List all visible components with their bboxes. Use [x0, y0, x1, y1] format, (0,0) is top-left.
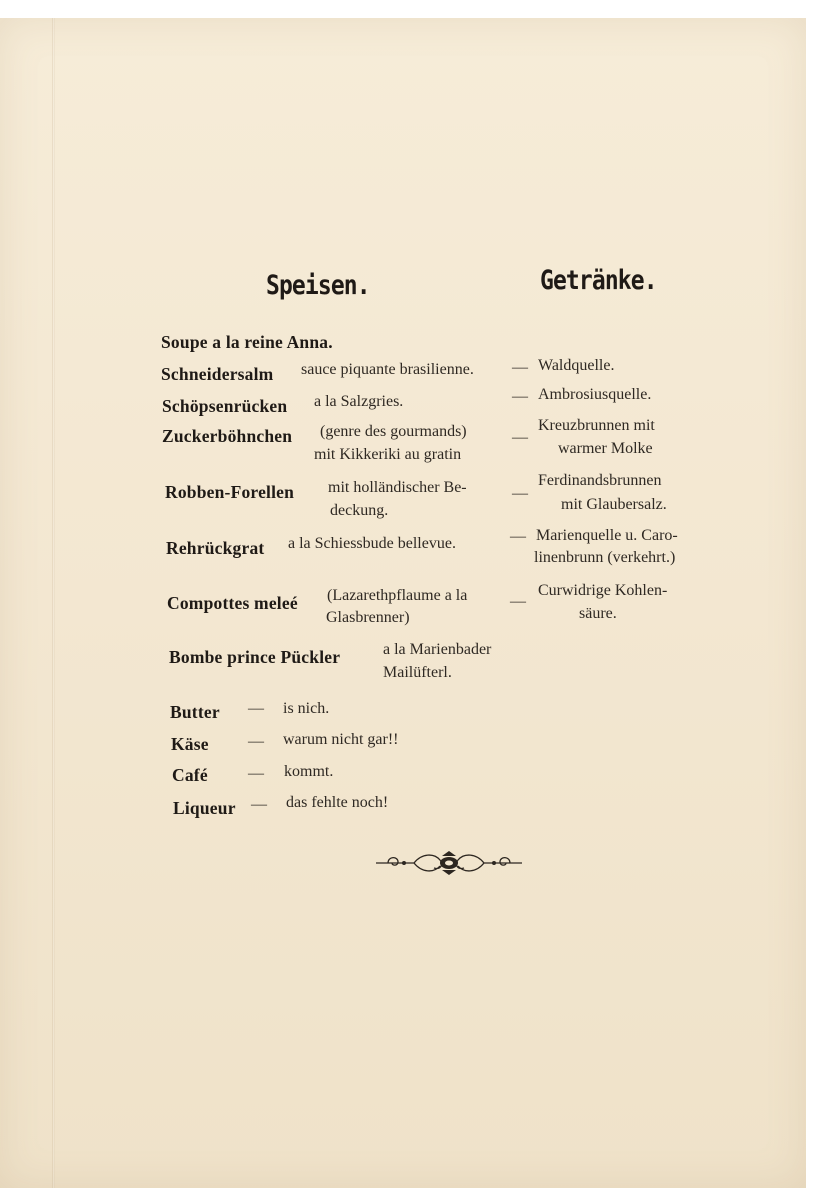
drink-item: Curwidrige Kohlen-	[538, 582, 668, 599]
extra-value: warum nicht gar!!	[283, 731, 399, 748]
dash-separator: —	[512, 485, 528, 502]
extra-value: is nich.	[283, 700, 330, 717]
drink-item-cont: mit Glaubersalz.	[561, 496, 667, 513]
dash-separator: —	[510, 593, 526, 610]
dish-name: Rehrückgrat	[166, 538, 265, 558]
extra-name: Butter	[170, 702, 220, 722]
extra-name: Liqueur	[173, 798, 236, 818]
dish-name: Robben-Forellen	[165, 482, 295, 502]
dish-description-cont: deckung.	[330, 502, 389, 519]
dash-separator: —	[512, 429, 528, 446]
dish-description-cont: Glasbrenner)	[326, 609, 410, 626]
dish-name: Compottes meleé	[167, 593, 298, 613]
dash-separator: —	[251, 796, 267, 813]
dash-separator: —	[510, 528, 526, 545]
extra-value: das fehlte noch!	[286, 794, 389, 811]
extra-value: kommt.	[284, 763, 334, 780]
drinks-header: Getränke.	[540, 265, 657, 296]
extra-name: Café	[172, 765, 208, 785]
drink-item: Marienquelle u. Caro-	[536, 527, 678, 544]
dash-separator: —	[248, 733, 264, 750]
dish-description-cont: Mailüfterl.	[383, 664, 452, 681]
dish-name: Bombe prince Pückler	[169, 647, 341, 667]
drink-item: Kreuzbrunnen mit	[538, 417, 655, 434]
dish-name: Soupe a la reine Anna.	[161, 332, 333, 352]
drink-item-cont: säure.	[579, 605, 617, 622]
dish-description: a la Marienbader	[383, 641, 492, 658]
drink-item-cont: warmer Molke	[558, 440, 653, 457]
dish-description: a la Schiessbude bellevue.	[288, 535, 456, 552]
food-header: Speisen.	[266, 270, 370, 301]
extra-name: Käse	[171, 734, 209, 754]
drink-item-cont: linenbrunn (verkehrt.)	[534, 549, 676, 566]
dash-separator: —	[248, 765, 264, 782]
dash-separator: —	[512, 359, 528, 376]
dish-name: Schöpsenrücken	[162, 396, 288, 416]
dish-description: a la Salzgries.	[314, 393, 404, 410]
page-fold	[52, 18, 55, 1188]
dash-separator: —	[512, 388, 528, 405]
dish-name: Zuckerböhnchen	[162, 426, 293, 446]
dish-description: (genre des gourmands)	[320, 423, 467, 440]
drink-item: Ferdinandsbrunnen	[538, 472, 662, 489]
ornament-flourish-icon	[374, 848, 524, 878]
dish-description-cont: mit Kikkeriki au gratin	[314, 446, 462, 463]
dish-description: (Lazarethpflaume a la	[327, 587, 468, 604]
dish-name: Schneidersalm	[161, 364, 274, 384]
dash-separator: —	[248, 700, 264, 717]
dish-description: sauce piquante brasilienne.	[301, 361, 474, 378]
drink-item: Waldquelle.	[538, 357, 615, 374]
dish-description: mit holländischer Be-	[328, 479, 467, 496]
drink-item: Ambrosiusquelle.	[538, 386, 652, 403]
